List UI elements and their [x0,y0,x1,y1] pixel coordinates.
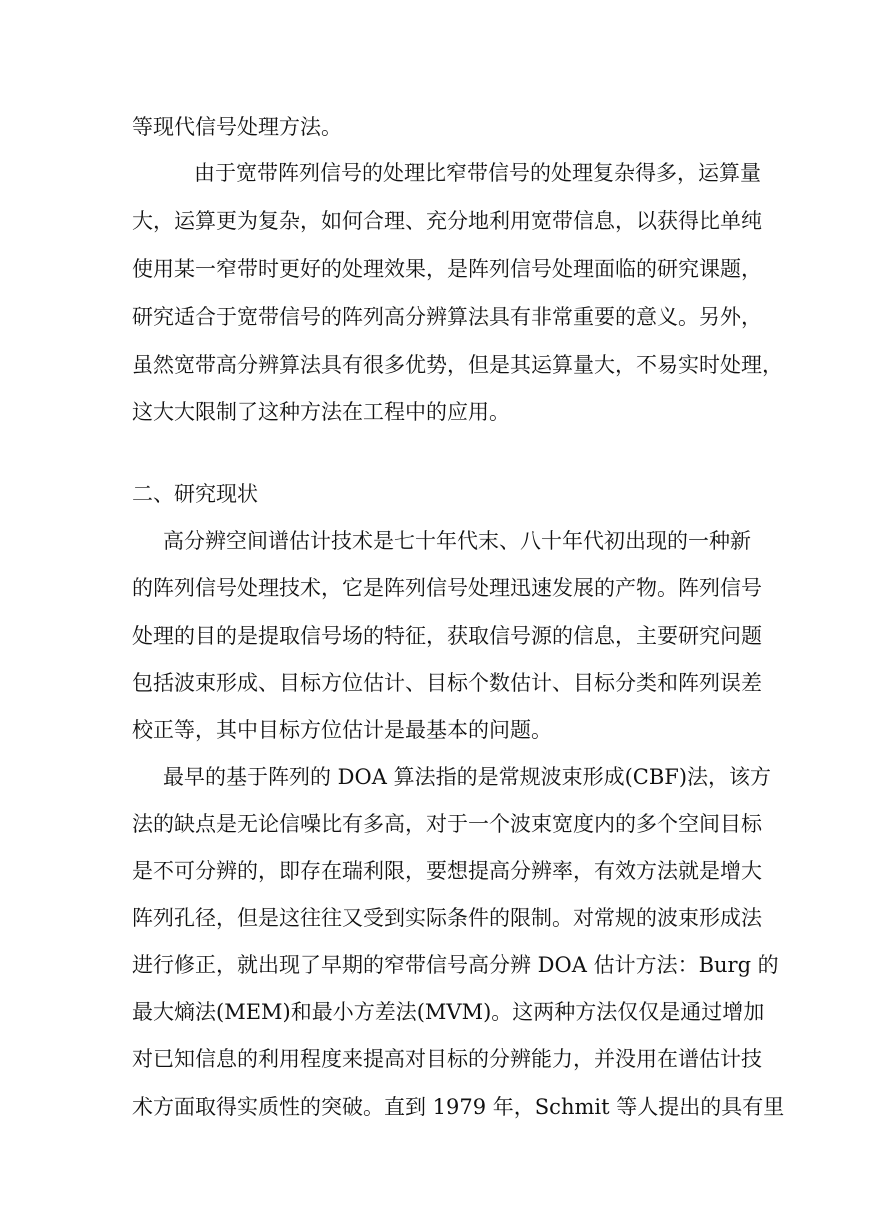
paragraph-line: 使用某一窄带时更好的处理效果，是阵列信号处理面临的研究课题， [132,257,762,281]
paragraph-line: 大，运算更为复杂，如何合理、充分地利用宽带信息，以获得比单纯 [132,209,762,233]
section-heading: 二、研究现状 [132,482,258,506]
paragraph-line: 这大大限制了这种方法在工程中的应用。 [132,400,510,424]
paragraph-line: 进行修正，就出现了早期的窄带信号高分辨 DOA 估计方法：Burg 的 [132,953,779,977]
paragraph-line: 包括波束形成、目标方位估计、目标个数估计、目标分类和阵列误差 [132,671,762,695]
paragraph-line: 最早的基于阵列的 DOA 算法指的是常规波束形成(CBF)法，该方 [163,765,772,789]
paragraph-line: 的阵列信号处理技术，它是阵列信号处理迅速发展的产物。阵列信号 [132,576,762,600]
paragraph-line: 对已知信息的利用程度来提高对目标的分辨能力，并没用在谱估计技 [132,1047,762,1071]
paragraph-line: 虽然宽带高分辨算法具有很多优势，但是其运算量大，不易实时处理， [132,353,783,377]
paragraph-line: 处理的目的是提取信号场的特征，获取信号源的信息，主要研究问题 [132,624,762,648]
paragraph-line: 最大熵法(MEM)和最小方差法(MVM)。这两种方法仅仅是通过增加 [132,1000,765,1024]
paragraph-line: 由于宽带阵列信号的处理比窄带信号的处理复杂得多，运算量 [194,161,761,185]
paragraph-line: 术方面取得实质性的突破。直到 1979 年，Schmit 等人提出的具有里 [132,1095,785,1119]
paragraph-line: 校正等，其中目标方位估计是最基本的问题。 [132,718,552,742]
paragraph-line: 高分辨空间谱估计技术是七十年代末、八十年代初出现的一种新 [163,529,751,553]
paragraph-line: 是不可分辨的，即存在瑞利限，要想提高分辨率，有效方法就是增大 [132,859,762,883]
paragraph-line: 研究适合于宽带信号的阵列高分辨算法具有非常重要的意义。另外， [132,305,762,329]
paragraph-line: 等现代信号处理方法。 [132,115,342,139]
paragraph-line: 阵列孔径，但是这往往又受到实际条件的限制。对常规的波束形成法 [132,906,762,930]
paragraph-line: 法的缺点是无论信噪比有多高，对于一个波束宽度内的多个空间目标 [132,812,762,836]
